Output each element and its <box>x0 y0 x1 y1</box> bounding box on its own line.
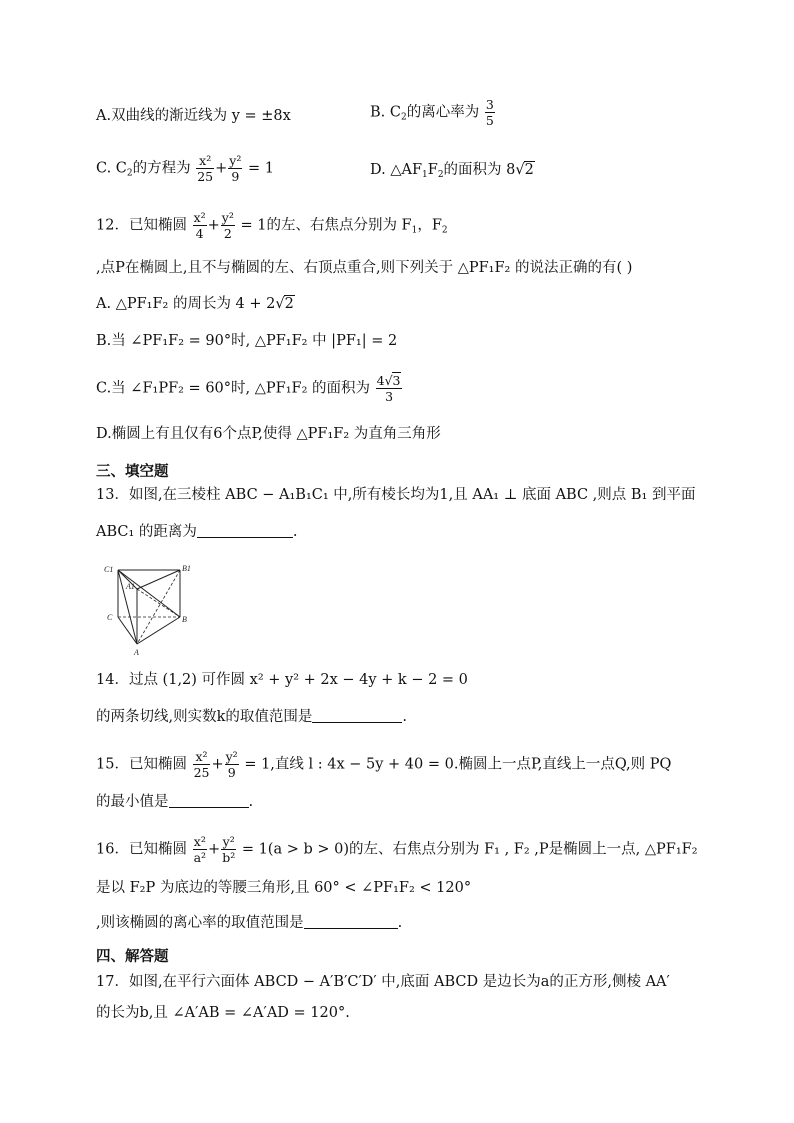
prism-figure <box>98 560 198 660</box>
q12-option-a: A. △PF₁F₂ 的周长为 4 + 2√2 <box>96 296 294 312</box>
fraction: $\frac{\text{y²}}{9}$ <box>229 153 242 184</box>
answer-blank <box>169 793 249 808</box>
q12-line2: ,点P在椭圆上,且不与椭圆的左、右顶点重合,则下列关于 △PF₁F₂ 的说法正确的有( ) <box>96 260 633 276</box>
fraction: $\frac{\text{x²}}{4}$ <box>193 210 206 241</box>
label-a: A <box>134 648 139 657</box>
fraction: $\frac{\text{y²}}{9}$ <box>225 749 238 780</box>
q11-option-a: A.双曲线的渐近线为 y = ±8x <box>96 108 291 124</box>
q11-option-d: D. $\triangle AF_1F_2$的面积为 8√2 <box>370 162 534 180</box>
q17-line1: 17．如图,在平行六面体 ABCD − A′B′C′D′ 中,底面 ABCD 是边长为a的正方形,侧棱 AA′ <box>96 974 670 990</box>
q15-stem: 15．已知椭圆 $\frac{\text{x²}}{25}$ + $\frac{\text{y²}}{9}$ = 1,直线 l : 4x − 5y + 40 = 0.椭圆上一点P,直线上一点Q,则 PQ <box>96 749 672 780</box>
q16-line3: ,则该椭圆的离心率的取值范围是 . <box>96 915 403 931</box>
q11-option-c: C. $C_2$的方程为 $\frac{\text{x²}}{25}$ + $\frac{\text{y²}}{9}$ = 1 <box>96 153 274 184</box>
fraction: $\frac{3}{5}$ <box>485 97 494 128</box>
q13-line2: ABC₁ 的距离为 . <box>96 524 298 540</box>
label-b1: B1 <box>182 564 191 573</box>
q17-line2: 的长为b,且 ∠A′AB = ∠A′AD = 120°. <box>96 1005 350 1021</box>
answer-blank <box>312 708 402 723</box>
label-c: C <box>107 613 113 622</box>
q12-stem: 12．已知椭圆 $\frac{\text{x²}}{4}$ + $\frac{\text{y²}}{2}$ = 1的左、右焦点分别为 $F_1$，$F_2$ <box>96 210 448 241</box>
q14-line1: 14．过点 (1,2) 可作圆 x² + y² + 2x − 4y + k − 2 = 0 <box>96 672 468 688</box>
fraction: $\frac{\text{x²}}{\text{a²}}$ <box>193 834 207 865</box>
q15-line2: 的最小值是 . <box>96 794 254 810</box>
fraction: $\frac{\text{y²}}{\text{b²}}$ <box>222 834 236 865</box>
section-heading-solutions: 四、解答题 <box>96 949 169 965</box>
label-c1: C1 <box>104 565 114 574</box>
fraction: $\frac{\text{x²}}{25}$ <box>193 749 210 780</box>
q12-option-b: B.当 ∠PF₁F₂ = 90°时, △PF₁F₂ 中 |PF₁| = 2 <box>96 333 398 349</box>
q12-option-c: C.当 ∠F₁PF₂ = 60°时, △PF₁F₂ 的面积为 $\frac{4√3}{3}$ <box>96 373 401 404</box>
q16-stem: 16．已知椭圆 $\frac{\text{x²}}{\text{a²}}$ + $\frac{\text{y²}}{\text{b²}}$ = 1(a > b > 0)的左、右焦点分别为 F₁ , F₂ ,P是椭圆上一点, △PF₁F₂ <box>96 834 698 865</box>
fraction: $\frac{\text{x²}}{25}$ <box>197 153 214 184</box>
fraction: $\frac{4√3}{3}$ <box>376 373 401 404</box>
answer-blank <box>197 523 293 538</box>
label-b: B <box>182 615 187 624</box>
q13-line1: 13．如图,在三棱柱 ABC − A₁B₁C₁ 中,所有棱长均为1,且 AA₁ ⊥ 底面 ABC ,则点 B₁ 到平面 <box>96 487 696 503</box>
q11-option-b: B. $C_2$的离心率为 $\frac{3}{5}$ <box>370 97 494 128</box>
section-heading-fill-in: 三、填空题 <box>96 464 169 480</box>
answer-blank <box>304 914 398 929</box>
q12-option-d: D.椭圆上有且仅有6个点P,使得 △PF₁F₂ 为直角三角形 <box>96 426 441 442</box>
label-a1: A1 <box>126 582 135 591</box>
fraction: $\frac{\text{y²}}{2}$ <box>221 210 234 241</box>
q14-line2: 的两条切线,则实数k的取值范围是 . <box>96 709 408 725</box>
q16-line2: 是以 F₂P 为底边的等腰三角形,且 60° < ∠PF₁F₂ < 120° <box>96 880 472 896</box>
